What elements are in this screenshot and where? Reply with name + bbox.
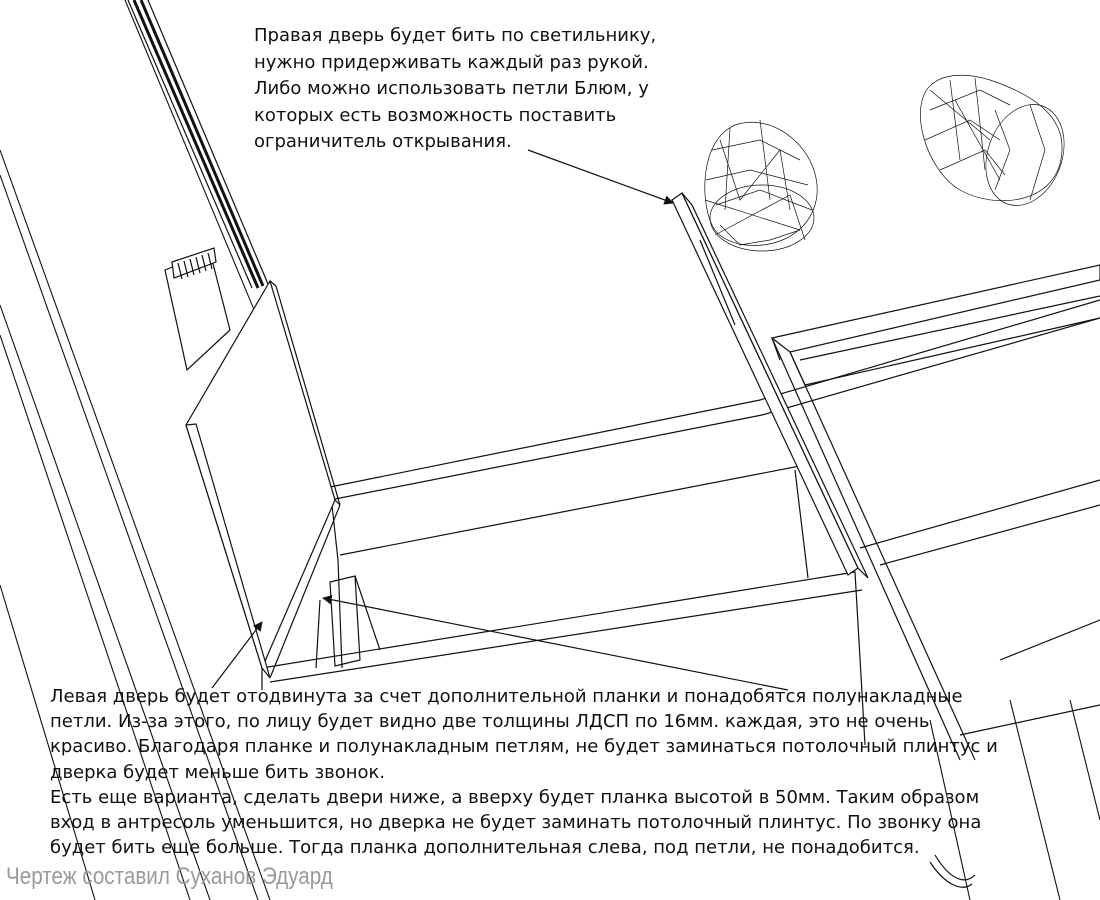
top-note-line: нужно придерживать каждый раз рукой. <box>254 51 649 73</box>
pendant-lamp-left <box>705 120 817 251</box>
bottom-note-line: Левая дверь будет отодвинута за счет дополнительной планки и понадобятся полунакладные <box>50 686 963 707</box>
top-note-line: Правая дверь будет бить по светильнику, <box>254 25 657 46</box>
top-note-line: ограничитель открывания. <box>254 131 512 152</box>
bottom-note-line: дверка будет меньше бить звонок. <box>50 761 386 783</box>
mezzanine-cabinet <box>262 300 1100 745</box>
arrow-to-right-door <box>528 150 673 203</box>
top-note-line: которых есть возможность поставить <box>254 104 617 126</box>
sliding-door-rail <box>128 0 268 288</box>
ceiling-cornice <box>772 265 1100 385</box>
bottom-note-line: красиво. Благодаря планке и полунакладным петлям, не будет заминаться потолочный плинтус и <box>50 736 998 758</box>
arrow-to-left-door <box>212 622 262 688</box>
top-note-line: Либо можно использовать петли Блюм, у <box>254 78 649 99</box>
annotation-top-right-door <box>254 23 656 156</box>
doorbell-device <box>165 248 230 370</box>
author-credit: Чертеж составил Суханов Эдуард <box>6 863 333 890</box>
bottom-note-line: вход в антресоль уменьшится, но дверка не будет заминать потолочный плинтус. По звонку она <box>50 812 982 834</box>
bottom-note-line: будет бить еще больше. Тогда планка дополнительная слева, под петли, не понадобится. <box>50 837 920 859</box>
pendant-lamp-right <box>920 75 1077 216</box>
annotation-bottom-left-door <box>50 684 998 860</box>
bottom-note-line: Есть еще варианта, сделать двери ниже, а вверху будет планка высотой в 50мм. Таким образом <box>50 786 980 808</box>
bottom-note-line: петли. Из-за этого, по лицу будет видно две толщины ЛДСП по 16мм. каждая, это не очень <box>50 711 930 733</box>
